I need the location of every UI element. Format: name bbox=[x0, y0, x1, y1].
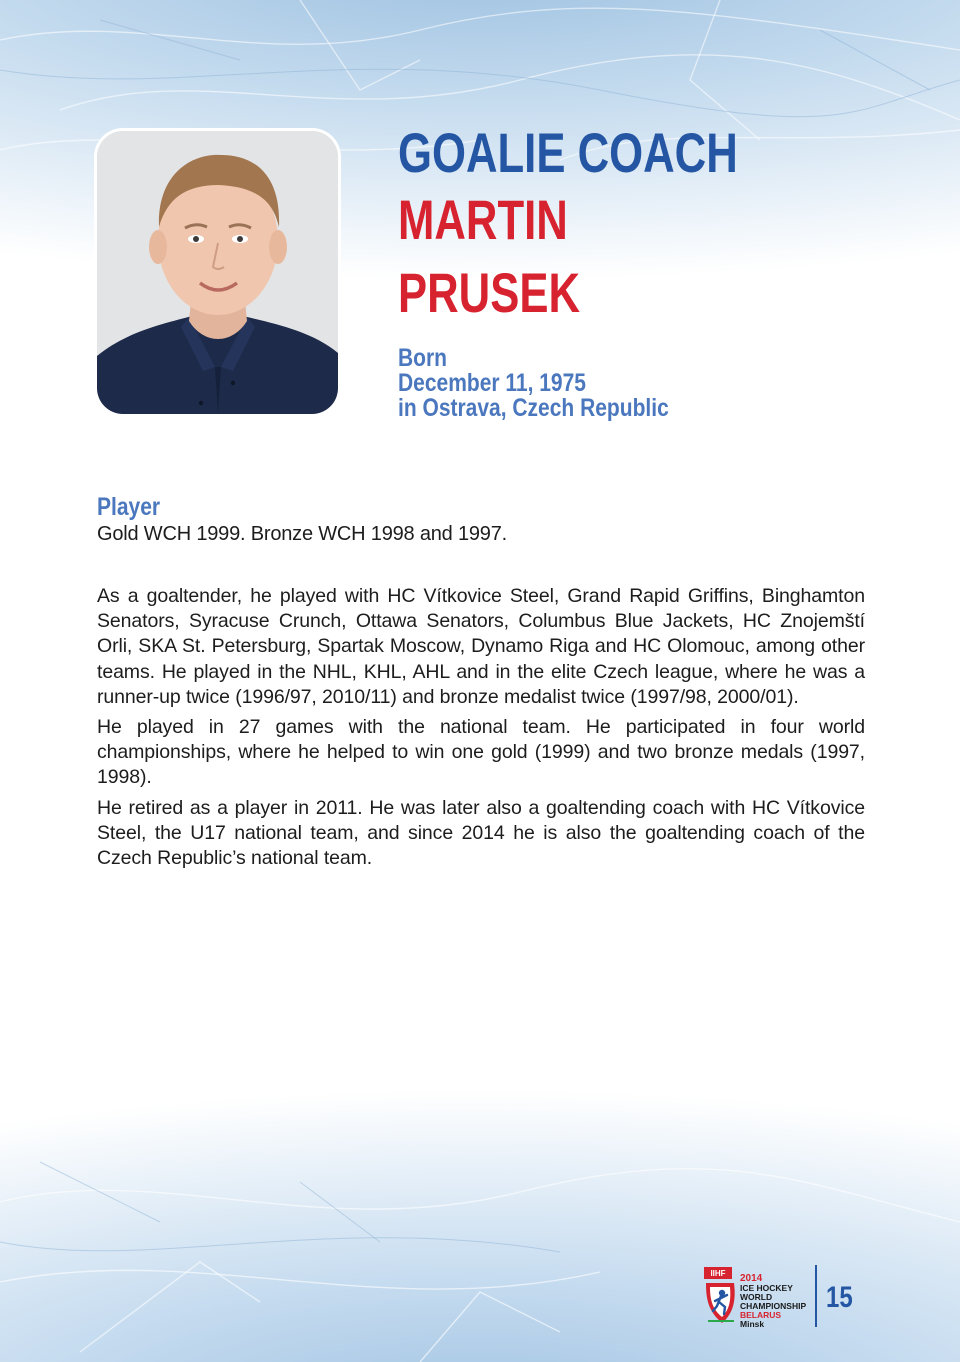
role-title: GOALIE COACH bbox=[398, 121, 738, 184]
birth-info bbox=[398, 346, 669, 421]
logo-line-4: BELARUS bbox=[740, 1310, 782, 1320]
bio-paragraph: As a goaltender, he played with HC Vítkovice Steel, Grand Rapid Griffins, Binghamton Senators, Syracuse Crunch, Ottawa Senators, Columbus Blue Jackets, HC Znojemští Orli, SKA St. Petersburg, Spartak Moscow, Dynamo Riga and HC Olomouc, among other teams. He played in the NHL, KHL, AHL and in the elite Czech league, where he was a runner-up twice (1996/97, 2010/11) and bronze medalist twice (1997/98, 2000/01). bbox=[97, 585, 865, 708]
born-label: Born bbox=[398, 344, 447, 372]
biography bbox=[97, 584, 865, 876]
last-name: PRUSEK bbox=[398, 261, 581, 324]
footer-divider bbox=[815, 1265, 817, 1327]
first-name: MARTIN bbox=[398, 188, 568, 251]
player-summary: Gold WCH 1999. Bronze WCH 1998 and 1997. bbox=[97, 523, 507, 545]
logo-line-1: ICE HOCKEY bbox=[740, 1283, 793, 1293]
logo-line-5: Minsk bbox=[740, 1319, 765, 1329]
logo-line-3: CHAMPIONSHIP bbox=[740, 1301, 807, 1311]
born-date: December 11, 1975 bbox=[398, 369, 586, 397]
portrait-photo bbox=[97, 131, 338, 414]
player-heading: Player bbox=[97, 493, 161, 521]
bio-paragraph: He retired as a player in 2011. He was later also a goaltending coach with HC Vítkovice Steel, the U17 national team, and since 2014 he is also the goaltending coach of the Czech Republic’s national team. bbox=[97, 796, 865, 870]
logo-line-2: WORLD bbox=[740, 1292, 773, 1302]
bio-paragraph: He played in 27 games with the national team. He participated in four world championships, where he helped to win one gold (1999) and two bronze medals (1997, 1998). bbox=[97, 716, 865, 789]
page-number: 15 bbox=[826, 1281, 853, 1314]
logo-year: 2014 bbox=[740, 1273, 763, 1284]
born-place: in Ostrava, Czech Republic bbox=[398, 394, 669, 422]
portrait-illustration bbox=[97, 131, 338, 414]
iihf-badge-text: IIHF bbox=[710, 1269, 726, 1278]
